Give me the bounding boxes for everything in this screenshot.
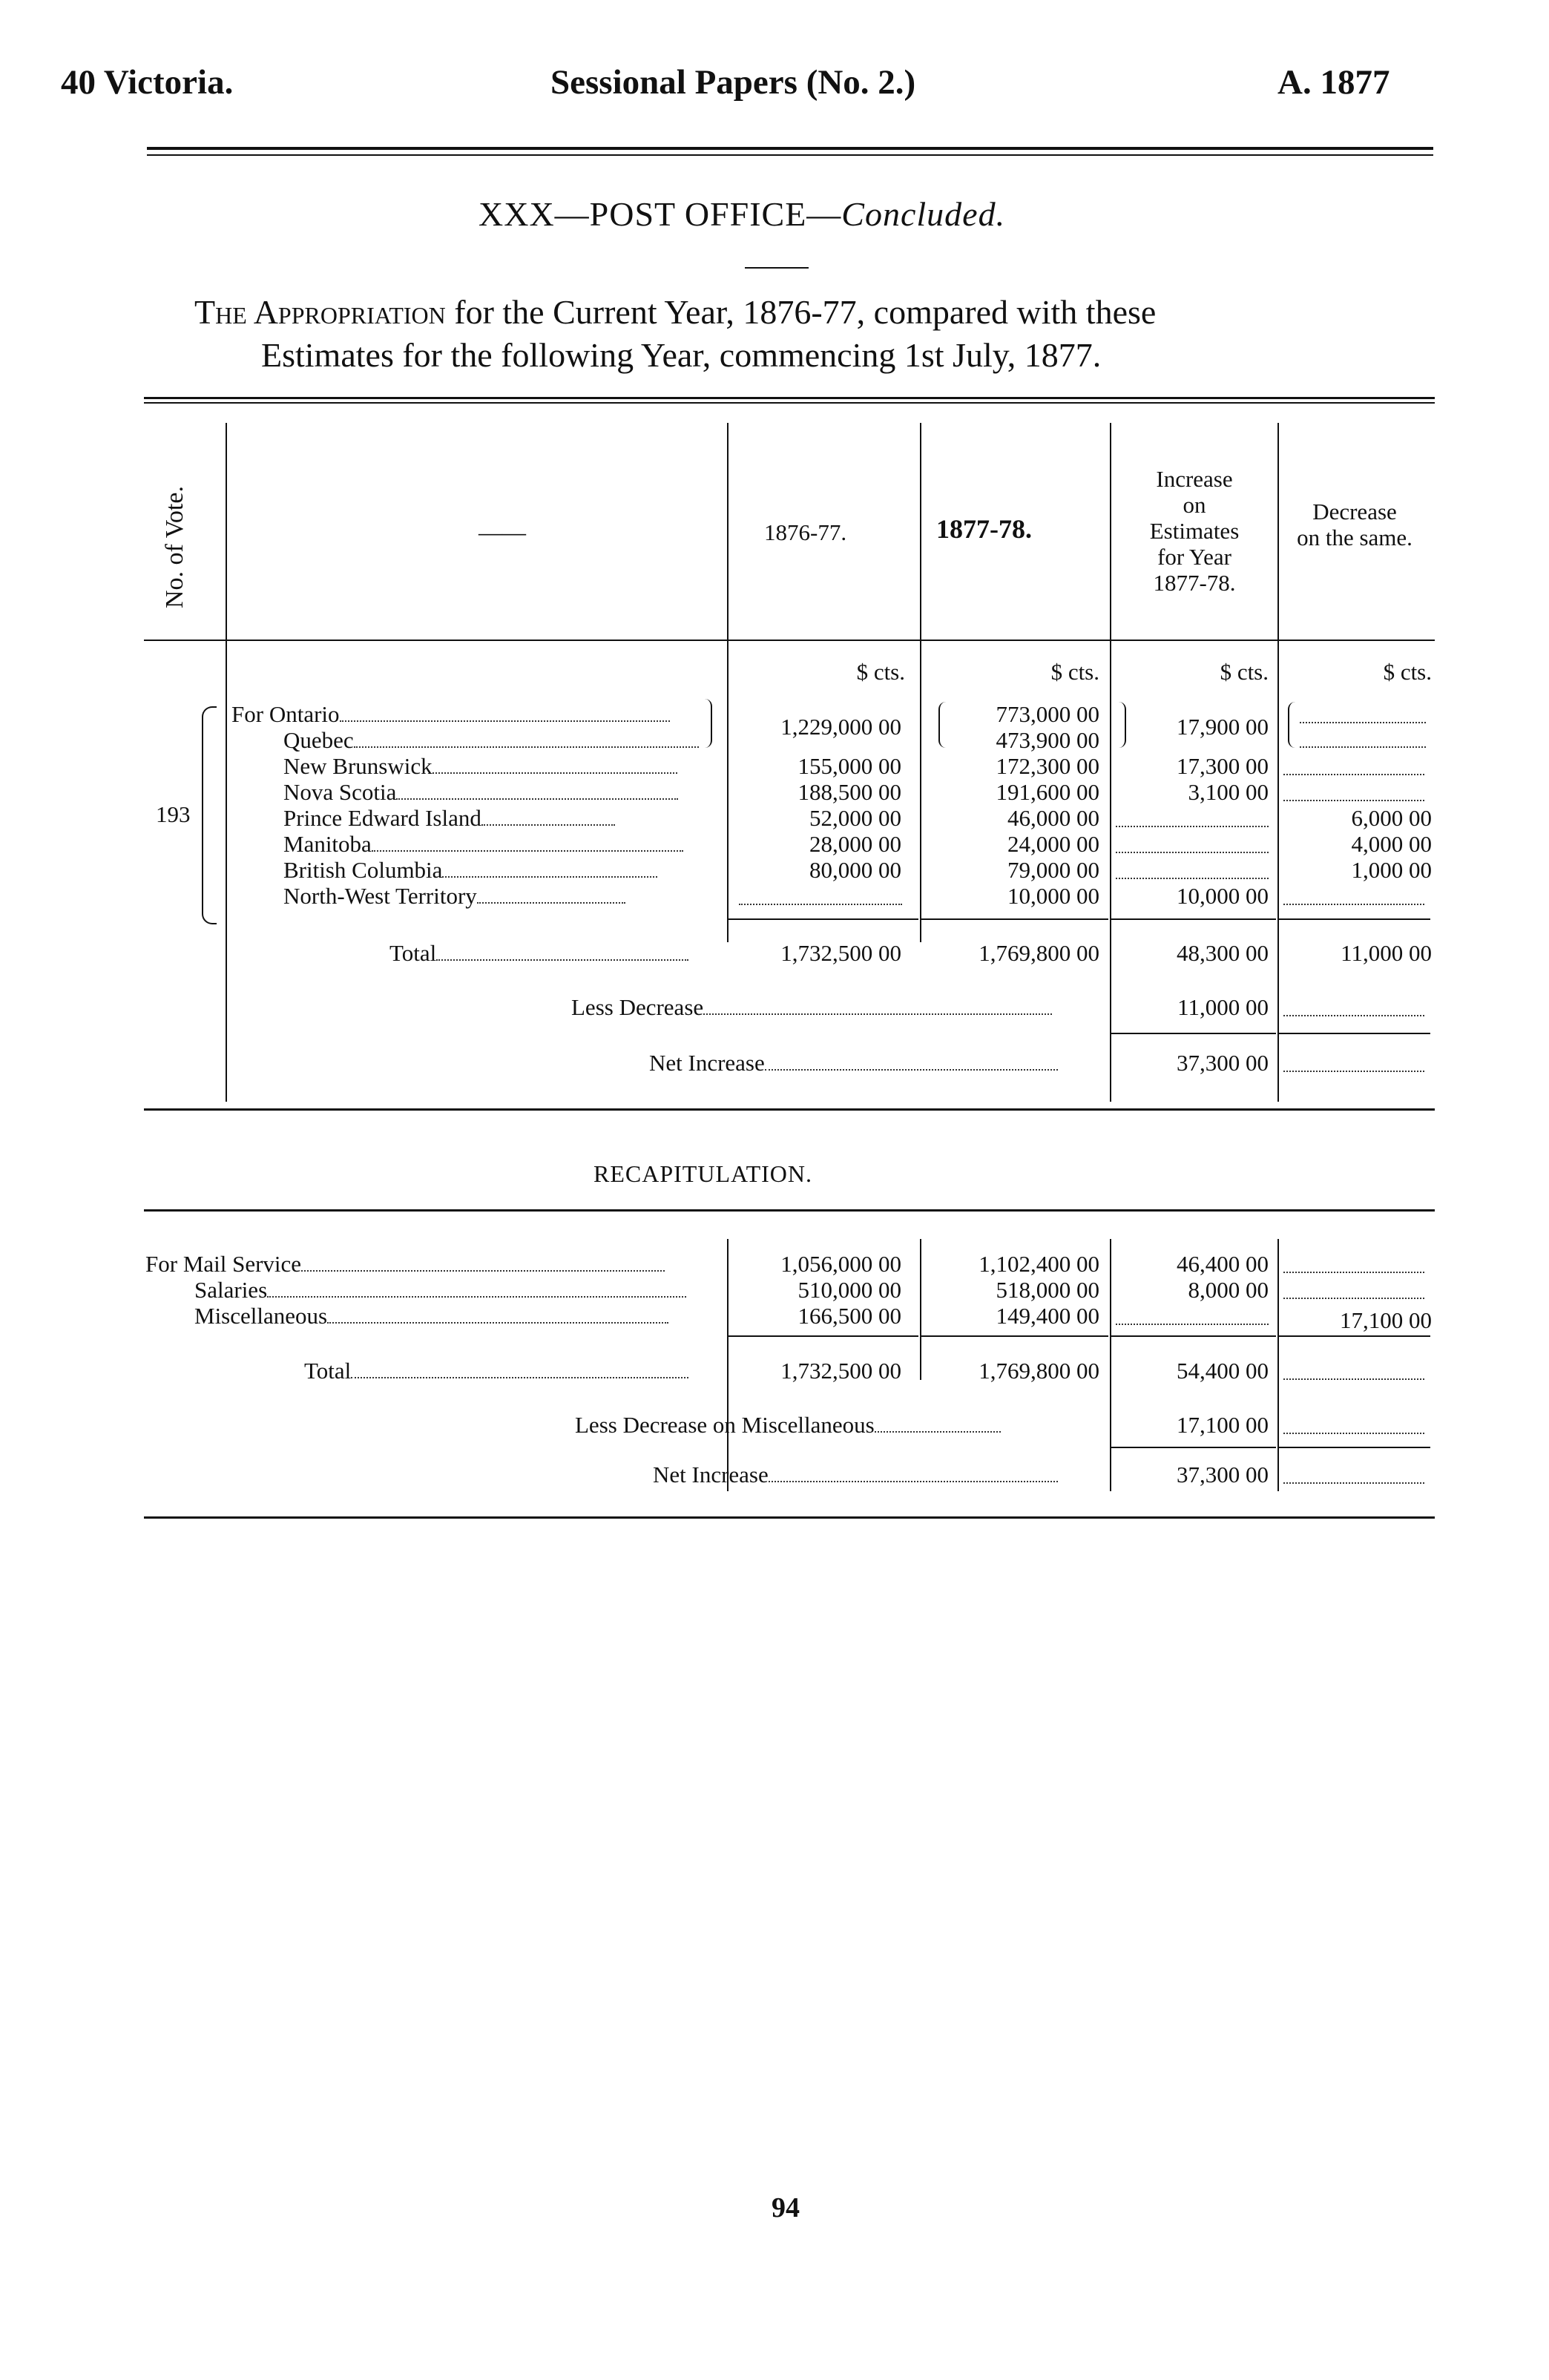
net-increase-text: Net Increase — [649, 1050, 765, 1076]
recap-less-text: Less Decrease on Miscellaneous — [575, 1412, 875, 1438]
recap-total-dec-dots — [1283, 1378, 1424, 1380]
col-rule-5 — [1277, 423, 1279, 1102]
recap-less-dots — [1283, 1433, 1424, 1434]
cell-nwt-dec-dots — [1283, 904, 1424, 905]
unit-dec: $ cts. — [1383, 659, 1432, 685]
decrease-line-2: on the same. — [1297, 525, 1412, 550]
leader-dots — [351, 1377, 688, 1378]
recap-misc-dec: 17,100 00 — [1340, 1307, 1432, 1333]
col-rule-4 — [1110, 423, 1111, 1102]
cell-man-inc-dots — [1116, 852, 1269, 853]
leader-dots — [340, 720, 670, 722]
row-label-pei-text: Prince Edward Island — [283, 805, 481, 831]
leader-dots — [769, 1481, 1058, 1482]
table-top-rule — [144, 397, 1435, 399]
recap-col-rule-2 — [920, 1239, 921, 1380]
row-label-pei — [283, 805, 615, 831]
unit-inc: $ cts. — [1220, 659, 1269, 685]
recap-total-rule-1877 — [921, 1335, 1108, 1337]
recap-total-rule-inc — [1111, 1335, 1276, 1337]
leader-dots — [396, 798, 678, 800]
row-label-nova-scotia — [283, 779, 678, 805]
intro-lead: The Appropriation — [194, 293, 446, 331]
col-rule-1 — [226, 423, 227, 1102]
recap-salaries-1876: 510,000 00 — [797, 1277, 901, 1303]
recap-salaries-1877: 518,000 00 — [996, 1277, 1099, 1303]
cell-nb-1877: 172,300 00 — [996, 753, 1099, 779]
cell-nb-inc: 17,300 00 — [1177, 753, 1269, 779]
cell-ns-dec-dots — [1283, 800, 1424, 801]
cell-ont-que-1876: 1,229,000 00 — [780, 714, 901, 740]
total-rule-inc — [1111, 918, 1276, 920]
recap-mail-dec-dots — [1283, 1272, 1424, 1273]
recap-misc-1876: 166,500 00 — [797, 1303, 901, 1329]
net-rule-inc — [1111, 1033, 1276, 1034]
row-label-quebec-text: Quebec — [283, 727, 354, 753]
recap-total-1877: 1,769,800 00 — [979, 1358, 1099, 1384]
recap-total-label — [304, 1358, 688, 1384]
recap-top-rule — [144, 1209, 1435, 1212]
recap-salaries-dec-dots — [1283, 1298, 1424, 1299]
total-inc: 48,300 00 — [1177, 940, 1269, 966]
recap-label-mail — [145, 1251, 665, 1277]
recap-label-salaries-text: Salaries — [194, 1277, 268, 1303]
leader-dots — [703, 1013, 1052, 1015]
row-label-british-columbia — [283, 857, 657, 883]
recap-total-rule-1876 — [729, 1335, 918, 1337]
row-label-ontario — [231, 701, 670, 727]
row-label-north-west — [283, 883, 625, 909]
vote-number: 193 — [156, 801, 191, 827]
row-label-new-brunswick — [283, 753, 677, 779]
vote-brace — [202, 706, 217, 924]
recap-col-rule-3 — [1110, 1239, 1111, 1491]
total-dec: 11,000 00 — [1341, 940, 1432, 966]
recap-label-mail-text: For Mail Service — [145, 1251, 302, 1277]
header-left: 40 Victoria. — [61, 63, 234, 102]
cell-nwt-inc: 10,000 00 — [1177, 883, 1269, 909]
recap-col-rule-1 — [727, 1239, 729, 1491]
recap-col-rule-4 — [1277, 1239, 1279, 1491]
cell-bc-1876: 80,000 00 — [809, 857, 901, 883]
less-decrease-dots — [1283, 1015, 1424, 1016]
total-rule-1876 — [729, 918, 918, 920]
cell-man-1877: 24,000 00 — [1007, 831, 1099, 857]
leader-dots — [765, 1069, 1058, 1071]
col-header-1877: 1877-78. — [936, 514, 1032, 544]
recap-less-label — [575, 1412, 1001, 1438]
intro-paragraph — [194, 291, 1456, 377]
net-increase-label — [649, 1050, 1058, 1076]
cell-bc-dec: 1,000 00 — [1351, 857, 1432, 883]
cell-pei-1877: 46,000 00 — [1007, 805, 1099, 831]
cell-ont-dec-dots — [1300, 722, 1426, 723]
increase-line-5: 1877-78. — [1153, 570, 1236, 596]
leader-dots — [875, 1431, 1001, 1433]
total-1876: 1,732,500 00 — [780, 940, 901, 966]
recap-less-value: 17,100 00 — [1177, 1412, 1269, 1438]
title-rule — [745, 267, 809, 269]
col-rule-2 — [727, 423, 729, 942]
leader-dots — [477, 902, 625, 904]
row-label-nb-text: New Brunswick — [283, 753, 433, 779]
ontario-quebec-brace — [700, 699, 712, 748]
leader-dots — [354, 746, 699, 748]
col-header-1876: 1876-77. — [764, 519, 847, 545]
cell-ont-que-inc: 17,900 00 — [1177, 714, 1269, 740]
recap-mail-1876: 1,056,000 00 — [780, 1251, 901, 1277]
recap-heading: RECAPITULATION. — [593, 1160, 812, 1187]
row-label-nwt-text: North-West Territory — [283, 883, 477, 909]
recap-misc-inc-dots — [1116, 1324, 1269, 1325]
table-top-rule-2 — [144, 402, 1435, 404]
increase-line-1: Increase — [1156, 466, 1233, 492]
recap-net-value: 37,300 00 — [1177, 1462, 1269, 1488]
row-label-manitoba — [283, 831, 683, 857]
row-label-ns-text: Nova Scotia — [283, 779, 397, 805]
unit-1876: $ cts. — [856, 659, 905, 685]
header-right: A. 1877 — [1277, 63, 1390, 102]
cell-pei-1876: 52,000 00 — [809, 805, 901, 831]
cell-pei-dec: 6,000 00 — [1351, 805, 1432, 831]
leader-dots — [433, 772, 677, 774]
increase-line-4: for Year — [1157, 544, 1231, 570]
cell-bc-inc-dots — [1116, 878, 1269, 879]
cell-ont-1877: 773,000 00 — [996, 701, 1099, 727]
cell-que-1877: 473,900 00 — [996, 727, 1099, 753]
cell-nb-1876: 155,000 00 — [797, 753, 901, 779]
recap-net-rule-dec — [1279, 1447, 1430, 1448]
cell-nb-dec-dots — [1283, 774, 1424, 775]
row-label-bc-text: British Columbia — [283, 857, 443, 883]
leader-dots — [327, 1322, 668, 1324]
recap-label-misc — [194, 1303, 668, 1329]
leader-dots — [267, 1296, 686, 1298]
col-header-vote: No. of Vote. — [161, 486, 188, 608]
net-increase-dots — [1283, 1071, 1424, 1072]
row-label-manitoba-text: Manitoba — [283, 831, 372, 857]
recap-total-inc: 54,400 00 — [1177, 1358, 1269, 1384]
table-header-rule — [144, 640, 1435, 641]
recap-mail-inc: 46,400 00 — [1177, 1251, 1269, 1277]
section-title-main: XXX—POST OFFICE— — [478, 195, 842, 233]
net-rule-dec — [1279, 1033, 1430, 1034]
intro-text-2: Estimates for the following Year, commencing 1st July, 1877. — [261, 336, 1102, 374]
row-label-quebec — [283, 727, 699, 753]
col-header-decrease — [1280, 499, 1429, 550]
recap-bottom-rule — [144, 1516, 1435, 1519]
increase-line-2: on — [1183, 492, 1206, 518]
header-rule — [147, 147, 1433, 150]
total-rule-dec — [1279, 918, 1430, 920]
leader-dots — [372, 850, 683, 852]
cell-nwt-1876-dots — [739, 904, 902, 905]
cell-que-dec-dots — [1300, 746, 1426, 748]
cell-ns-1876: 188,500 00 — [797, 779, 901, 805]
cell-pei-inc-dots — [1116, 826, 1269, 827]
cell-man-1876: 28,000 00 — [809, 831, 901, 857]
leader-dots — [301, 1270, 665, 1272]
cell-man-dec: 4,000 00 — [1351, 831, 1432, 857]
less-decrease-label — [571, 994, 1052, 1020]
recap-label-salaries — [194, 1277, 686, 1303]
cell-ns-inc: 3,100 00 — [1188, 779, 1269, 805]
increase-line-3: Estimates — [1149, 518, 1240, 544]
net-increase-value: 37,300 00 — [1177, 1050, 1269, 1076]
recap-net-label — [653, 1462, 1058, 1488]
header-rule-thin — [147, 154, 1433, 156]
row-label-ontario-text: For Ontario — [231, 701, 340, 727]
unit-1877: $ cts. — [1050, 659, 1099, 685]
recap-net-text: Net Increase — [653, 1462, 769, 1488]
total-rule-1877 — [921, 918, 1108, 920]
recap-misc-1877: 149,400 00 — [996, 1303, 1099, 1329]
header-center: Sessional Papers (No. 2.) — [550, 63, 916, 102]
recap-salaries-inc: 8,000 00 — [1188, 1277, 1269, 1303]
recap-total-1876: 1,732,500 00 — [780, 1358, 901, 1384]
decrease-line-1: Decrease — [1312, 499, 1397, 525]
page-number: 94 — [772, 2192, 800, 2223]
total-label-text: Total — [389, 940, 437, 966]
col-header-increase — [1113, 466, 1276, 596]
less-decrease-text: Less Decrease — [571, 994, 704, 1020]
table-bottom-rule — [144, 1108, 1435, 1111]
section-title — [478, 194, 1005, 234]
cell-bc-1877: 79,000 00 — [1007, 857, 1099, 883]
section-title-italic: Concluded. — [841, 195, 1006, 233]
ont-que-dec-brace — [1288, 702, 1298, 748]
recap-label-misc-text: Miscellaneous — [194, 1303, 328, 1329]
recap-total-label-text: Total — [304, 1358, 352, 1384]
intro-text-1: for the Current Year, 1876-77, compared with these — [445, 293, 1157, 331]
cell-nwt-1877: 10,000 00 — [1007, 883, 1099, 909]
col-header-dash: —— — [478, 519, 526, 545]
col-rule-3 — [920, 423, 921, 942]
leader-dots — [442, 876, 657, 878]
total-1877: 1,769,800 00 — [979, 940, 1099, 966]
total-label — [389, 940, 688, 966]
leader-dots — [436, 959, 688, 961]
recap-net-dots — [1283, 1482, 1424, 1484]
recap-mail-1877: 1,102,400 00 — [979, 1251, 1099, 1277]
cell-ns-1877: 191,600 00 — [996, 779, 1099, 805]
recap-total-rule-dec — [1279, 1335, 1430, 1337]
leader-dots — [481, 824, 615, 826]
less-decrease-value: 11,000 00 — [1177, 994, 1269, 1020]
recap-net-rule-inc — [1111, 1447, 1276, 1448]
